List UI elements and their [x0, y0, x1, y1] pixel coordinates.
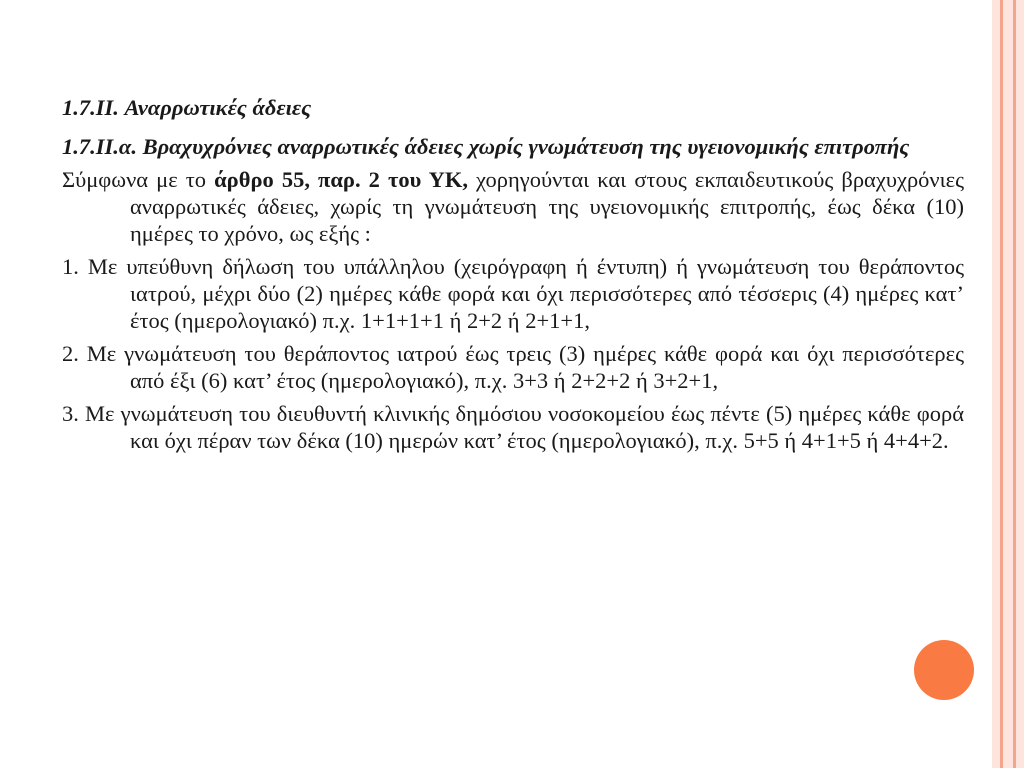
stripe — [1003, 0, 1013, 768]
stripe — [1016, 0, 1024, 768]
subsection-heading: 1.7.II.α. Βραχυχρόνιες αναρρωτικές άδειες χωρίς γνωμάτευση της υγειονομικής επιτροπής — [62, 134, 910, 159]
list-item-1: 1. Με υπεύθυνη δήλωση του υπάλληλου (χειρόγραφη ή έντυπη) ή γνωμάτευση του θεράποντος ιατρού, μέχρι δύο (2) ημέρες κάθε φορά και όχι περισσότερες από τέσσερις (4) ημέρες κατ’ έτος (ημερολογιακό) π.χ. 1+1+1+1 ή 2+2 ή 2+1+1, — [62, 254, 964, 333]
intro-prefix: Σύμφωνα με το — [62, 167, 215, 192]
decorative-side-stripes — [992, 0, 1024, 768]
legal-reference: άρθρο 55, παρ. 2 του ΥΚ, — [214, 167, 468, 192]
list-item-2: 2. Με γνωμάτευση του θεράποντος ιατρού έως τρεις (3) ημέρες κάθε φορά και όχι περισσότερες από έξι (6) κατ’ έτος (ημερολογιακό), π.χ. 3+3 ή 2+2+2 ή 3+2+1, — [62, 341, 964, 393]
intro-paragraph — [62, 166, 964, 247]
intro-suffix: χορηγούνται και στους εκπαιδευτικούς βραχυχρόνιες αναρρωτικές άδειες, χωρίς τη γνωμάτευση της υγειονομικής επιτροπής, έως δέκα (10) ημέρες το χρόνο, ως εξής : — [130, 167, 965, 246]
slide-content — [62, 94, 964, 460]
decorative-orange-circle — [914, 640, 974, 700]
list-item-3: 3. Με γνωμάτευση του διευθυντή κλινικής δημόσιου νοσοκομείου έως πέντε (5) ημέρες κάθε φορά και όχι πέραν των δέκα (10) ημερών κατ’ έτος (ημερολογιακό), π.χ. 5+5 ή 4+1+5 ή 4+4+2. — [62, 401, 964, 453]
section-heading: 1.7.II. Αναρρωτικές άδειες — [62, 95, 312, 120]
stripe — [992, 0, 1000, 768]
